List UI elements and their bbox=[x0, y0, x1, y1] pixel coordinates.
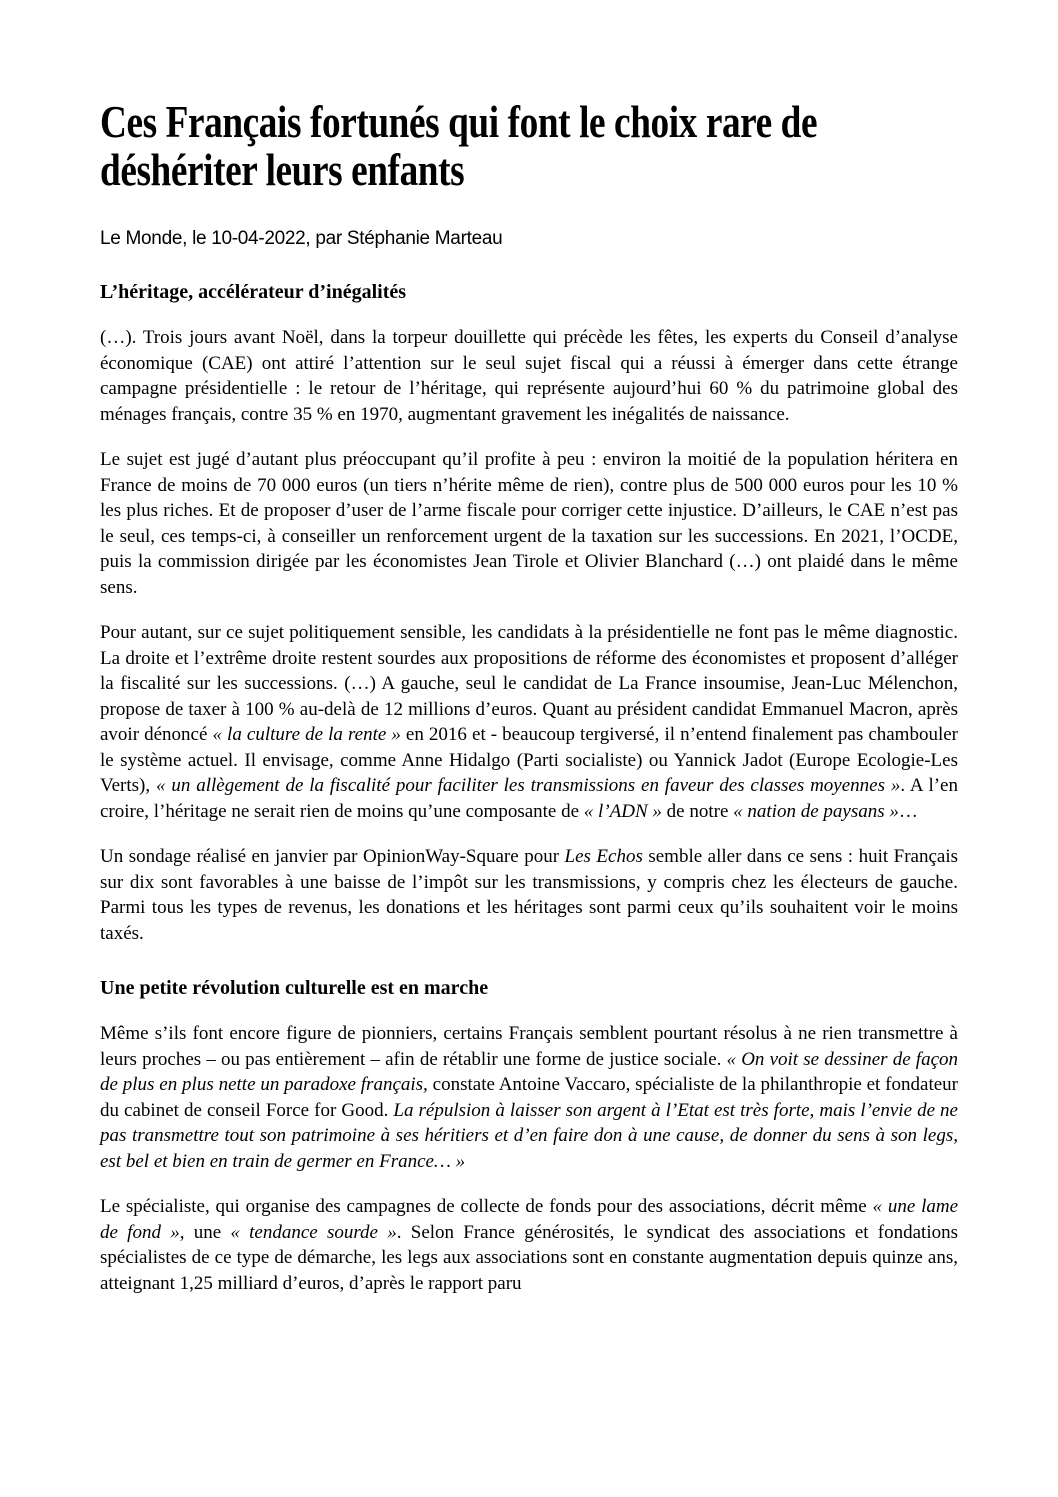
article-paragraph-6 bbox=[100, 1194, 958, 1296]
article-paragraph-5 bbox=[100, 1021, 958, 1174]
text-run: constate Antoine Vaccaro, spécialiste de la philanthropie et fondateur du cabinet de conseil Force for Good. bbox=[100, 1074, 958, 1121]
text-run: Même s’ils font encore figure de pionniers, certains Français semblent pourtant résolus à ne rien transmettre à leurs proches – ou pas entièrement – afin de rétablir une forme de justice sociale. bbox=[100, 1023, 958, 1070]
text-run: « On voit se dessiner de façon de plus en plus nette un paradoxe français, bbox=[100, 1048, 959, 1095]
text-run: . Selon France générosités, le syndicat des associations et fondations spécialistes de ce type de démarche, les legs aux associations sont en constante augmentation depuis quinze ans, atteignant 1,25 milliard d’euros, d’après le rapport paru bbox=[100, 1221, 959, 1294]
text-run: Le sujet est jugé d’autant plus préoccupant qu’il profite à peu : environ la moitié de la population héritera en France de moins de 70 000 euros (un tiers n’hérite même de rien), contre plus de 500 000 euros pour les 10 % les plus riches. Et de proposer d’user de l’arme fiscale pour corriger cette injustice. D’ailleurs, le CAE n’est pas le seul, ces temps-ci, à conseiller un renforcement urgent de la taxation sur les successions. En 2021, l’OCDE, puis la commission dirigée par les économistes Jean Tirole et Olivier Blanchard (…) ont plaidé dans le même sens. bbox=[100, 449, 958, 598]
article-paragraph-3 bbox=[100, 620, 958, 824]
text-run: … bbox=[898, 800, 918, 822]
text-run: La répulsion à laisser son argent à l’Etat est très forte, mais l’envie de ne pas transmettre tout son patrimoine à ses héritiers et d’en faire don à une cause, de donner du sens à son legs, est bel et bien en train de germer en France… » bbox=[100, 1099, 958, 1172]
text-run: de notre bbox=[661, 800, 734, 822]
article-paragraph-4 bbox=[100, 844, 958, 946]
text-run: Les Echos bbox=[564, 846, 643, 867]
text-run: Un sondage réalisé en janvier par OpinionWay-Square pour bbox=[100, 846, 565, 867]
text-run: Pour autant, sur ce sujet politiquement sensible, les candidats à la présidentielle ne font pas le même diagnostic. La droite et l’extrême droite restent sourdes aux propositions de réforme des économistes et proposent d’alléger la fiscalité sur les successions. (…) A gauche, seul le candidat de La France insoumise, Jean-Luc Mélenchon, propose de taxer à 100 % au-delà de 12 millions d’euros. Quant au président candidat Emmanuel Macron, après avoir dénoncé bbox=[100, 622, 958, 745]
article-title: Ces Français fortunés qui font le choix rare de déshériter leurs enfants bbox=[100, 96, 818, 195]
section-heading-heritage: L’héritage, accélérateur d’inégalités bbox=[100, 281, 407, 303]
text-run: « tendance sourde » bbox=[230, 1221, 397, 1243]
text-run: « un allègement de la fiscalité pour faciliter les transmissions en faveur des classes moyennes » bbox=[156, 775, 901, 796]
article-paragraph-2 bbox=[100, 447, 958, 600]
article-paragraph-1 bbox=[100, 325, 958, 427]
text-run: « une lame de fond » bbox=[100, 1196, 958, 1243]
text-run: . A l’en croire, l’héritage ne serait rien de moins qu’une composante de bbox=[100, 775, 958, 822]
text-run: , une bbox=[179, 1221, 231, 1243]
text-run: (…). Trois jours avant Noël, dans la torpeur douillette qui précède les fêtes, les experts du Conseil d’analyse économique (CAE) ont attiré l’attention sur le seul sujet fiscal qui a réussi à émerger dans cette étrange campagne présidentielle : le retour de l’héritage, qui représente aujourd’hui 60 % du patrimoine global des ménages français, contre 35 % en 1970, augmentant gravement les inégalités de naissance. bbox=[100, 327, 958, 425]
text-run: « la culture de la rente » bbox=[212, 724, 401, 745]
section-heading-revolution: Une petite révolution culturelle est en marche bbox=[100, 977, 489, 999]
text-run: « nation de paysans » bbox=[733, 800, 899, 822]
text-run: Le spécialiste, qui organise des campagnes de collecte de fonds pour des associations, décrit même bbox=[100, 1196, 873, 1217]
text-run: semble aller dans ce sens : huit Français sur dix sont favorables à une baisse de l’impôt sur les transmissions, y compris chez les électeurs de gauche. Parmi tous les types de revenus, les donations et les héritages sont parmi ceux qu’ils souhaitent voir le moins taxés. bbox=[100, 846, 959, 944]
text-run: « l’ADN » bbox=[583, 800, 662, 822]
article-byline: Le Monde, le 10-04-2022, par Stéphanie Marteau bbox=[100, 228, 503, 249]
text-run: en 2016 et - beaucoup tergiversé, il n’entend finalement pas chambouler le système actuel. Il envisage, comme Anne Hidalgo (Parti socialiste) ou Yannick Jadot (Europe Ecologie-Les Verts), bbox=[100, 724, 959, 796]
